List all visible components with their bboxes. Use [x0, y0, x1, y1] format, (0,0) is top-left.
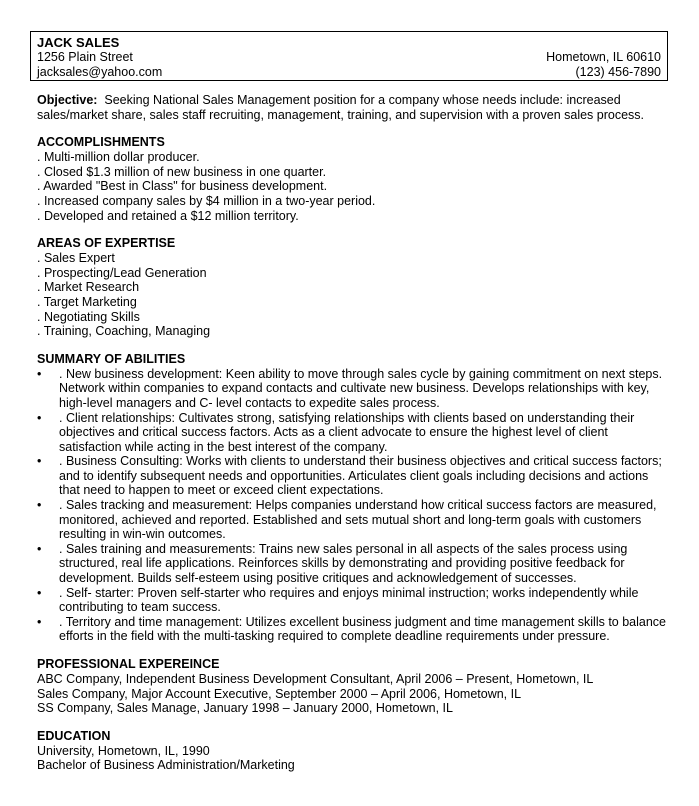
- list-item: [37, 586, 667, 615]
- email-address: jacksales@yahoo.com: [37, 65, 163, 79]
- list-item: . Awarded "Best in Class" for business development.: [37, 179, 328, 194]
- accomplishments-section: [37, 135, 667, 223]
- list-item: [37, 367, 667, 411]
- list-item: . Developed and retained a $12 million territory.: [37, 208, 299, 223]
- bullet-icon: •: [37, 585, 42, 600]
- list-item: . Market Research: [37, 280, 140, 295]
- bullet-icon: •: [37, 366, 42, 381]
- ability-text: . Self- starter: Proven self-starter who requires and enjoys minimal instruction; works independently while contributing to team success.: [59, 585, 639, 615]
- expertise-section: [37, 236, 667, 339]
- ability-text: . Territory and time management: Utilizes excellent business judgment and time management skills to balance efforts in the field with the multi-tasking required to complete deadline requirements under pressure.: [59, 614, 667, 644]
- list-item: Sales Company, Major Account Executive, September 2000 – April 2006, Hometown, IL: [37, 686, 522, 701]
- bullet-icon: •: [37, 614, 42, 629]
- list-item: . Prospecting/Lead Generation: [37, 265, 207, 280]
- candidate-name: JACK SALES: [37, 35, 120, 50]
- header-line-3: [37, 65, 661, 80]
- list-item: [37, 615, 667, 644]
- bullet-icon: •: [37, 498, 42, 513]
- bullet-icon: •: [37, 541, 42, 556]
- list-item: [37, 498, 667, 542]
- list-item: [37, 454, 667, 498]
- ability-text: . Sales training and measurements: Trains new sales personal in all aspects of the sales process using structured, real life applications. Reinforces skills by demonstrating and providing positive feedback for development. Builds self-esteem using positive critiques and acknowledgement of successes.: [59, 541, 628, 586]
- list-item: . Training, Coaching, Managing: [37, 324, 211, 339]
- contact-header: [30, 31, 668, 81]
- ability-text: . Business Consulting: Works with clients to understand their business objectives and critical success factors; and to identify subsequent needs and opportunities. Articulates client goals including decisions and actions that need to happen to meet or exceed client expectations.: [59, 454, 662, 498]
- abilities-section: [37, 352, 667, 644]
- header-line-1: [37, 35, 661, 50]
- list-item: . Negotiating Skills: [37, 309, 140, 324]
- bullet-icon: •: [37, 454, 42, 469]
- street-address: 1256 Plain Street: [37, 50, 133, 64]
- list-item: University, Hometown, IL, 1990: [37, 743, 210, 758]
- header-line-2: [37, 50, 661, 65]
- list-item: [37, 411, 667, 455]
- section-title: ACCOMPLISHMENTS: [37, 135, 165, 150]
- section-title: EDUCATION: [37, 728, 111, 743]
- experience-section: [37, 657, 667, 716]
- objective-text: Seeking National Sales Management position for a company whose needs include: increased sales/market share, sales staff recruiting, management, training, and supervision with a proven sales process.: [37, 93, 645, 122]
- section-title: PROFESSIONAL EXPEREINCE: [37, 657, 220, 671]
- list-item: . Multi-million dollar producer.: [37, 150, 200, 165]
- list-item: . Increased company sales by $4 million in a two-year period.: [37, 193, 376, 208]
- ability-text: . New business development: Keen ability to move through sales cycle by gaining commitment on next steps. Network within companies to expand contacts and cultivate new business. Develops relationships with key, high-level managers and C- level contacts to expedite sales process.: [59, 366, 663, 410]
- list-item: Bachelor of Business Administration/Marketing: [37, 758, 295, 773]
- section-title: AREAS OF EXPERTISE: [37, 236, 176, 251]
- list-item: SS Company, Sales Manage, January 1998 – January 2000, Hometown, IL: [37, 701, 453, 716]
- ability-text: . Client relationships: Cultivates strong, satisfying relationships with clients based on understanding their objectives and critical success factors. Acts as a client advocate to ensure the highest level of client satisfaction while acting in the best interest of the company.: [59, 410, 635, 454]
- list-item: . Closed $1.3 million of new business in one quarter.: [37, 164, 327, 179]
- city-state-zip: Hometown, IL 60610: [546, 50, 661, 64]
- bullet-icon: •: [37, 410, 42, 425]
- phone-number: (123) 456-7890: [575, 65, 661, 79]
- list-item: . Target Marketing: [37, 294, 137, 309]
- ability-text: . Sales tracking and measurement: Helps companies understand how critical success factors are measured, monitored, achieved and reported. Established and sets mutual short and long-term goals with customers resulting in win-win outcomes.: [59, 498, 657, 542]
- objective-label: Objective:: [37, 93, 98, 107]
- education-section: [37, 729, 667, 773]
- list-item: [37, 542, 667, 586]
- objective-section: [37, 93, 667, 122]
- resume-body: [37, 93, 667, 786]
- list-item: ABC Company, Independent Business Development Consultant, April 2006 – Present, Hometown, IL: [37, 672, 594, 686]
- list-item: . Sales Expert: [37, 251, 115, 266]
- abilities-list: [37, 367, 667, 644]
- section-title: SUMMARY OF ABILITIES: [37, 351, 186, 366]
